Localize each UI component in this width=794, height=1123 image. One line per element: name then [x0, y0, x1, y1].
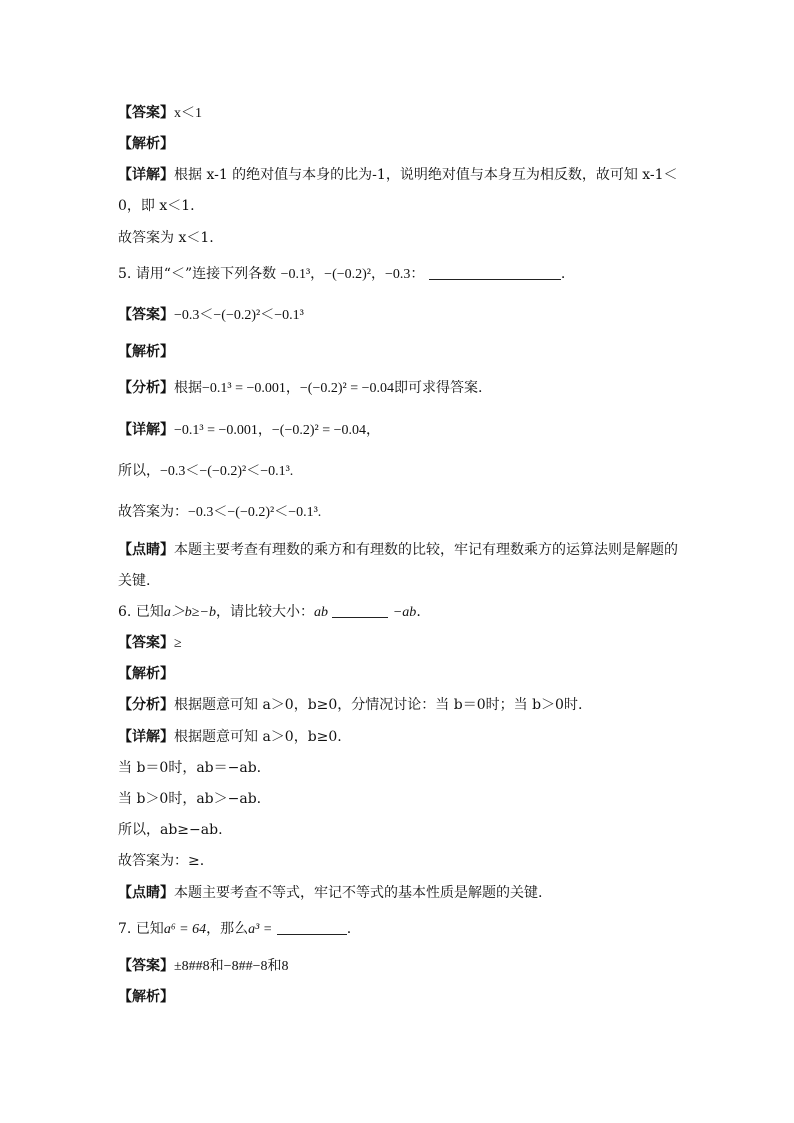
stem-mid: ，请比较大小： — [215, 604, 314, 620]
q5-final-line — [118, 502, 321, 523]
q4-detail-line-2: 0，即 x＜1. — [118, 198, 195, 214]
q6-fenxi-line — [118, 695, 582, 715]
q6-case-2: 当 b＞0时，ab＞−ab. — [118, 791, 262, 807]
so-lead: 所以， — [118, 463, 160, 479]
answer-value: ±8##8和−8##−8和8 — [174, 959, 289, 974]
q4-final-answer: 故答案为 x＜1. — [118, 230, 214, 246]
fenxi-tag: 【分析】 — [118, 380, 174, 396]
q5-dianjing-line-2: 关键. — [118, 573, 151, 589]
dianjing-text: 本题主要考查有理数的乘方和有理数的比较，牢记有理数乘方的运算法则是解题的 — [174, 542, 678, 558]
q6-case-1: 当 b＝0时，ab＝−ab. — [118, 760, 262, 776]
q6-so-line: 所以，ab≥−ab. — [118, 822, 223, 838]
q4-analysis-tag: 【解析】 — [118, 136, 174, 152]
q5-stem — [118, 264, 565, 285]
q7-answer-line — [118, 956, 288, 977]
question-number: 6. — [118, 604, 132, 620]
question-number: 5. — [118, 266, 132, 282]
stem-math: a⁶ = 64 — [163, 922, 207, 937]
q7-stem — [118, 919, 351, 940]
stem-end: . — [560, 266, 566, 282]
stem-lead: 已知 — [135, 921, 164, 937]
stem-left: ab — [313, 605, 328, 620]
detail-tag: 【详解】 — [118, 167, 174, 183]
q5-analysis-tag: 【解析】 — [118, 344, 174, 360]
answer-blank[interactable] — [332, 603, 388, 618]
answer-tag: 【答案】 — [118, 105, 174, 121]
dianjing-text: 本题主要考查不等式，牢记不等式的基本性质是解题的关键. — [174, 885, 543, 901]
q6-analysis-tag: 【解析】 — [118, 666, 174, 682]
answer-tag: 【答案】 — [118, 635, 174, 651]
dianjing-tag: 【点睛】 — [118, 542, 174, 558]
q6-detail-line — [118, 727, 342, 747]
answer-blank[interactable] — [277, 920, 347, 935]
fenxi-tag: 【分析】 — [118, 697, 174, 713]
so-math: −0.3＜−(−0.2)²＜−0.1³. — [160, 464, 294, 479]
q5-fenxi-line — [118, 378, 482, 399]
detail-tag: 【详解】 — [118, 422, 174, 438]
stem-numbers: −0.1³，−(−0.2)²，−0.3： — [280, 267, 425, 282]
detail-text: 根据 x-1 的绝对值与本身的比为-1，说明绝对值与本身互为相反数，故可知 x-1＜ — [174, 167, 678, 183]
stem-end: . — [346, 921, 352, 937]
answer-tag: 【答案】 — [118, 958, 174, 974]
q6-stem — [118, 602, 421, 623]
q6-final-line: 故答案为：≥. — [118, 853, 205, 869]
detail-text: 根据题意可知 a＞0，b≥0. — [174, 729, 342, 745]
final-math: −0.3＜−(−0.2)²＜−0.1³. — [188, 505, 322, 520]
dianjing-tag: 【点睛】 — [118, 885, 174, 901]
stem-mid: ，那么 — [206, 921, 249, 937]
q4-detail-line — [118, 165, 678, 185]
q4-answer-line — [118, 103, 202, 124]
q5-detail-line — [118, 420, 380, 441]
stem-condition: a＞b≥−b — [163, 605, 216, 620]
stem-end: . — [416, 604, 421, 620]
q6-answer-line — [118, 633, 182, 654]
q6-dianjing-line — [118, 883, 542, 903]
fenxi-text: 根据题意可知 a＞0，b≥0，分情况讨论：当 b＝0时；当 b＞0时. — [174, 697, 583, 713]
stem-lead: 请用“＜”连接下列各数 — [135, 266, 277, 282]
stem-right: −ab — [392, 605, 417, 620]
fenxi-math: −0.1³ = −0.001，−(−0.2)² = −0.04 — [202, 381, 394, 396]
q5-answer-line — [118, 305, 304, 326]
answer-tag: 【答案】 — [118, 307, 174, 323]
answer-value: −0.3＜−(−0.2)²＜−0.1³ — [174, 308, 304, 323]
fenxi-end: 即可求得答案. — [394, 380, 483, 396]
answer-value: x＜1 — [174, 106, 202, 121]
question-number: 7. — [118, 921, 132, 937]
stem-lead: 已知 — [135, 604, 164, 620]
answer-value: ≥ — [174, 636, 182, 651]
q7-analysis-tag: 【解析】 — [118, 989, 174, 1005]
answer-blank[interactable] — [429, 265, 561, 280]
detail-tag: 【详解】 — [118, 729, 174, 745]
fenxi-lead: 根据 — [174, 380, 202, 396]
q5-so-line — [118, 461, 293, 482]
final-lead: 故答案为： — [118, 504, 188, 520]
detail-math: −0.1³ = −0.001，−(−0.2)² = −0.04， — [174, 423, 380, 438]
q5-dianjing-line — [118, 540, 678, 560]
stem-math-2: a³ = — [248, 922, 273, 937]
